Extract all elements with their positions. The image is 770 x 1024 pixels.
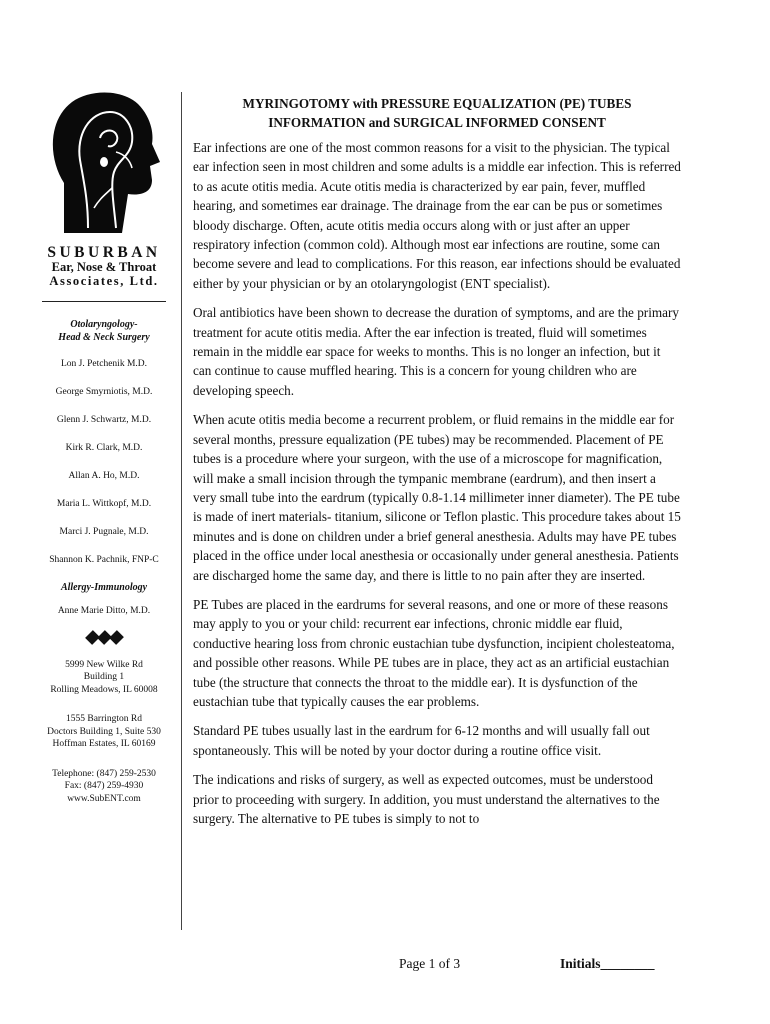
paragraph: PE Tubes are placed in the eardrums for several reasons, and one or more of these reasons may apply to you or your child: recurrent ear infections, chronic middle ear fluid, conductive hearing loss from chronic eustachian tube dysfunction, incipient cholesteatoma, and possible other reasons. While PE tubes are in place, they act as an artificial eustachian tube (the structure that connects the throat to the middle ear). It is dysfunction of the eustachian tube that typically causes the ear problems. (193, 596, 675, 709)
doctor-name: Glenn J. Schwartz, M.D. (56, 414, 152, 425)
department-line-1: Otolaryngology- (70, 318, 138, 330)
contact-info (38, 768, 170, 806)
department-line-2: Head & Neck Surgery (58, 331, 150, 343)
document-title (193, 94, 681, 132)
title-line-2: INFORMATION and SURGICAL INFORMED CONSENT (268, 115, 606, 130)
vertical-divider (181, 92, 182, 930)
document-body (193, 94, 681, 838)
doctor-name: George Smyrniotis, M.D. (55, 386, 153, 397)
sidebar-divider (42, 301, 166, 302)
paragraph: Standard PE tubes usually last in the eardrum for 6-12 months and will usually fall out spontaneously. This will be noted by your doctor during a routine office visit. (193, 723, 650, 758)
address-line: 5999 New Wilke Rd (65, 659, 143, 670)
website: www.SubENT.com (67, 793, 141, 804)
practice-name (38, 244, 170, 289)
title-line-1: MYRINGOTOMY with PRESSURE EQUALIZATION (PE) TUBES (242, 96, 632, 111)
address-line: Hoffman Estates, IL 60169 (52, 739, 156, 750)
address-line: Building 1 (83, 672, 125, 683)
doctor-name: Maria L. Wittkopf, M.D. (56, 498, 152, 509)
address-rolling-meadows (38, 659, 170, 697)
doctor-name: Kirk R. Clark, M.D. (65, 442, 143, 453)
doctor-name: Shannon K. Pachnik, FNP-C (49, 554, 159, 565)
address-line: Doctors Building 1, Suite 530 (47, 726, 161, 737)
doctor-name: Lon J. Petchenik M.D. (60, 358, 148, 369)
brand-line-3: Associates, Ltd. (49, 273, 159, 288)
telephone: Telephone: (847) 259-2530 (52, 768, 156, 779)
doctor-name: Marci J. Pugnale, M.D. (59, 526, 149, 537)
address-line: 1555 Barrington Rd (66, 714, 142, 725)
diamond-ornament-icon (38, 632, 170, 643)
department-heading-2: Allergy-Immunology (60, 581, 148, 593)
doctor-name: Anne Marie Ditto, M.D. (57, 605, 151, 616)
initials-field: Initials________ (560, 956, 655, 971)
letterhead-sidebar (38, 88, 170, 822)
doctor-list (38, 350, 170, 574)
paragraph: The indications and risks of surgery, as well as expected outcomes, must be understood prior to proceeding with surgery. In addition, you must understand the alternatives to the surgery. The alternative to PE tubes is simply to not to (193, 772, 660, 826)
address-line: Rolling Meadows, IL 60008 (50, 684, 158, 695)
brand-line-1: SUBURBAN (47, 244, 161, 261)
paragraph: Ear infections are one of the most common reasons for a visit to the physician. The typical ear infection seen in most children and some adults is a middle ear infection. This is referred to as acute otitis media. Acute otitis media is characterized by ear pain, fever, muffled hearing, and sometimes ear drainage. The drainage from the ear can be pus or sometimes bloody discharge. Often, acute otitis media occurs along with or just after an upper respiratory infection (common cold). Although most ear infections are routine, some can become severe and lead to complications. For this reason, ear infections should be evaluated either by your physician or by an otolaryngologist (ENT specialist). (193, 140, 681, 291)
doctor-name: Allan A. Ho, M.D. (68, 470, 140, 481)
address-hoffman-estates (38, 713, 170, 751)
paragraph: Oral antibiotics have been shown to decrease the duration of symptoms, and are the primary treatment for acute otitis media. After the ear infection is treated, fluid will sometimes remain in the middle ear space for weeks to months. This is no longer an infection, but it can continue to cause muffled hearing. This is a concern for young children who are developing speech. (193, 305, 679, 398)
page-number: Page 1 of 3 (399, 956, 461, 971)
paragraph: When acute otitis media become a recurrent problem, or fluid remains in the middle ear for several months, pressure equalization (PE tubes) may be recommended. Placement of PE tubes is a procedure where your surgeon, with the use of a microscope for magnification, will make a small incision through the tympanic membrane (eardrum), and then insert a very small tube into the eardrum (typically 0.8-1.14 millimeter inner diameter). The PE tube is made of inert materials- titanium, silicone or Teflon plastic. This procedure takes about 15 minutes and is done on children under a brief general anesthesia. Adults may have PE tubes placed in the office under local anesthesia or occasionally under general anesthesia. Patients are discharged home the same day, and there is little to no pain after they are inserted. (193, 412, 681, 583)
department-heading (38, 318, 170, 344)
fax: Fax: (847) 259-4930 (64, 781, 144, 792)
brand-line-2: Ear, Nose & Throat (51, 260, 157, 275)
head-profile-icon (44, 88, 164, 233)
